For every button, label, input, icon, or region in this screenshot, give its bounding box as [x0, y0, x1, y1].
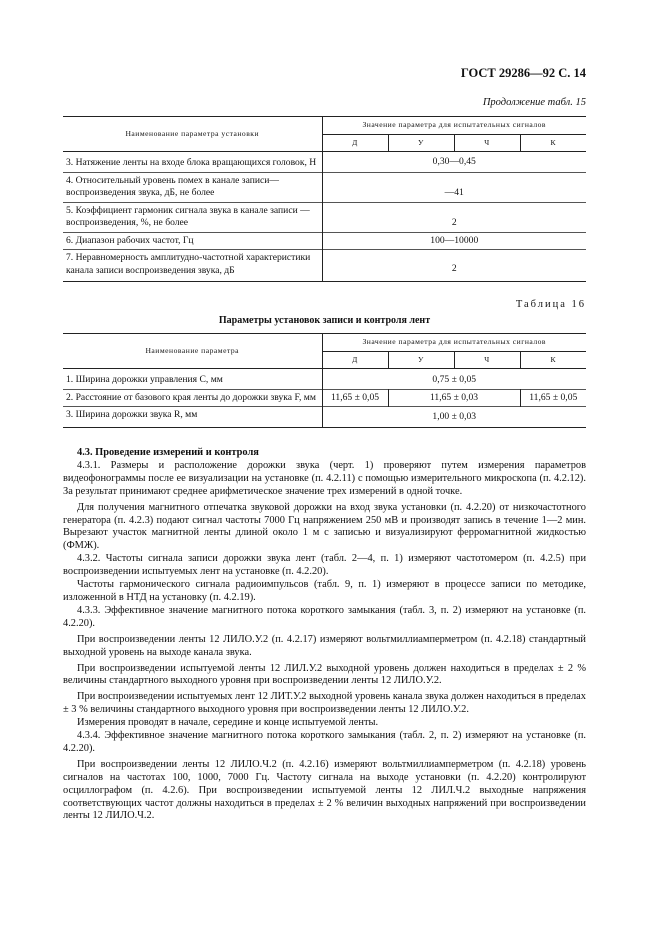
- table16-row2-name: 2. Расстояние от базового края ленты до дорожки звука F, мм: [63, 389, 322, 407]
- table-row: [63, 152, 586, 173]
- paragraph: Частоты гармонического сигнала радиоимпульсов (табл. 9, п. 1) измеряют в процессе записи по методике, изложенной в НТД на установку (п. 4.2.19).: [63, 579, 586, 603]
- table16-sub-u: У: [388, 351, 454, 369]
- table-row: [63, 389, 586, 407]
- table-row: [63, 369, 586, 390]
- table15-row6-name: 6. Диапазон рабочих частот, Гц: [63, 232, 322, 250]
- paragraph: 4.3.2. Частоты сигнала записи дорожки звука лент (табл. 2—4, п. 1) измеряют частотомером (п. 4.2.5) при воспроизведении испытуемых лент на установке (п. 4.2.20).: [63, 553, 586, 578]
- table15-row6-value: 100—10000: [322, 232, 586, 250]
- table-continuation-label: Продолжение табл. 15: [482, 97, 586, 108]
- table15-sub-d: Д: [322, 134, 388, 152]
- table15-row3-name: 3. Натяжение ленты на входе блока вращающихся головок, Н: [63, 152, 322, 173]
- section-heading: 4.3. Проведение измерений и контроля: [77, 447, 259, 458]
- paragraph: При воспроизведении ленты 12 ЛИЛО.У.2 (п. 4.2.17) измеряют вольтмиллиамперметром (п. 4.2.18) стандартный выходной уровень на выходе канала звука.: [63, 633, 586, 658]
- table-16: [63, 333, 586, 428]
- body-text: [63, 447, 586, 823]
- table15-row4-value: —41: [322, 172, 586, 202]
- table16-row2-k: 11,65 ± 0,05: [520, 389, 586, 407]
- table15-sub-ch: Ч: [454, 134, 520, 152]
- table-row: [63, 172, 586, 202]
- table16-sub-ch: Ч: [454, 351, 520, 369]
- table16-row3-name: 3. Ширина дорожки звука R, мм: [63, 407, 322, 428]
- table15-header-values: Значение параметра для испытательных сигналов: [322, 117, 586, 135]
- table16-header-values: Значение параметра для испытательных сигналов: [322, 334, 586, 352]
- table15-row5-name: 5. Коэффициент гармоник сигнала звука в канале записи — воспроизведения, %, не более: [63, 202, 322, 232]
- table15-row5-value: 2: [322, 202, 586, 232]
- table-row: [63, 202, 586, 232]
- paragraph: Измерения проводят в начале, середине и конце испытуемой ленты.: [77, 717, 379, 729]
- table16-row1-value: 0,75 ± 0,05: [432, 374, 477, 385]
- table16-label: Таблица 16: [515, 299, 586, 310]
- paragraph: При воспроизведении испытуемой ленты 12 ЛИЛ.У.2 выходной уровень должен находиться в пределах ± 2 % величины стандартного выходного уровня при воспроизведении ленты 12 ЛИЛО.У.2.: [63, 662, 586, 687]
- table16-row2-uc: 11,65 ± 0,03: [388, 389, 520, 407]
- table-15: [63, 116, 586, 282]
- paragraph: 4.3.1. Размеры и расположение дорожки звука (черт. 1) проверяют путем измерения параметров видеофонограммы после ее визуализации на установке (п. 4.2.11) с помощью измерительного микроскопа (п. 4.2.12). За результат принимают среднее арифметическое значение трех измерений в одной точке.: [63, 459, 586, 497]
- paragraph: Для получения магнитного отпечатка звуковой дорожки на вход звука установки (п. 4.2.20) от низкочастотного генератора (п. 4.2.3) подают сигнал частоты 7000 Гц напряжением 250 мВ и производят запись в течение 1—2 мин. Вырезают участок магнитной ленты длиной около 1 м с записью и визуализируют ферромагнитной жидкостью (ФМЖ).: [63, 501, 586, 552]
- table16-sub-d: Д: [322, 351, 388, 369]
- table-row: [63, 250, 586, 282]
- table-row: [63, 232, 586, 250]
- table16-row1-name: 1. Ширина дорожки управления C, мм: [63, 369, 322, 390]
- paragraph: 4.3.3. Эффективное значение магнитного потока короткого замыкания (табл. 3, п. 2) измеряют на установке (п. 4.2.20).: [63, 604, 586, 629]
- table15-row7-value: 2: [322, 250, 586, 282]
- table15-row7-name: 7. Неравномерность амплитудно-частотной характеристики канала записи воспроизведения звука, дБ: [63, 250, 322, 282]
- table16-row3-value: 1,00 ± 0,03: [322, 407, 586, 428]
- table15-row4-name: 4. Относительный уровень помех в канале записи—воспроизведения звука, дБ, не более: [63, 172, 322, 202]
- paragraph: При воспроизведении ленты 12 ЛИЛО.Ч.2 (п. 4.2.16) измеряют вольтмиллиамперметром (п. 4.2.18) уровень сигналов на частотах 100, 1000, 7000 Гц. Частоту сигнала на выходе установки (п. 4.2.20) контролируют осциллографом (п. 4.2.6). При воспроизведении испытуемой ленты 12 ЛИЛ.Ч.2 выходные напряжения соответствующих частот должны находиться в пределах ± 2 % величин выходных напряжений при воспроизведении ленты 12 ЛИЛО.Ч.2.: [63, 758, 586, 822]
- paragraph: 4.3.4. Эффективное значение магнитного потока короткого замыкания (табл. 2, п. 2) измеряют на установке (п. 4.2.20).: [63, 730, 586, 754]
- paragraph: При воспроизведении испытуемых лент 12 ЛИТ.У.2 выходной уровень канала звука должен находиться в пределах ± 3 % величины стандартного выходного уровня при воспроизведении ленты 12 ЛИЛО.У.2.: [63, 691, 586, 716]
- table16-header-param: Наименование параметра: [63, 334, 322, 369]
- table-row: [63, 407, 586, 428]
- table15-sub-u: У: [388, 134, 454, 152]
- table15-sub-k: К: [520, 134, 586, 152]
- table16-sub-k: К: [520, 351, 586, 369]
- table16-row2-d: 11,65 ± 0,05: [322, 389, 388, 407]
- page-header: ГОСТ 29286—92 С. 14: [460, 66, 586, 80]
- table16-title: Параметры установок записи и контроля лент: [218, 315, 431, 326]
- table15-row3-value: 0,30—0,45: [432, 155, 476, 167]
- table15-header-param: Наименование параметра установки: [63, 117, 322, 152]
